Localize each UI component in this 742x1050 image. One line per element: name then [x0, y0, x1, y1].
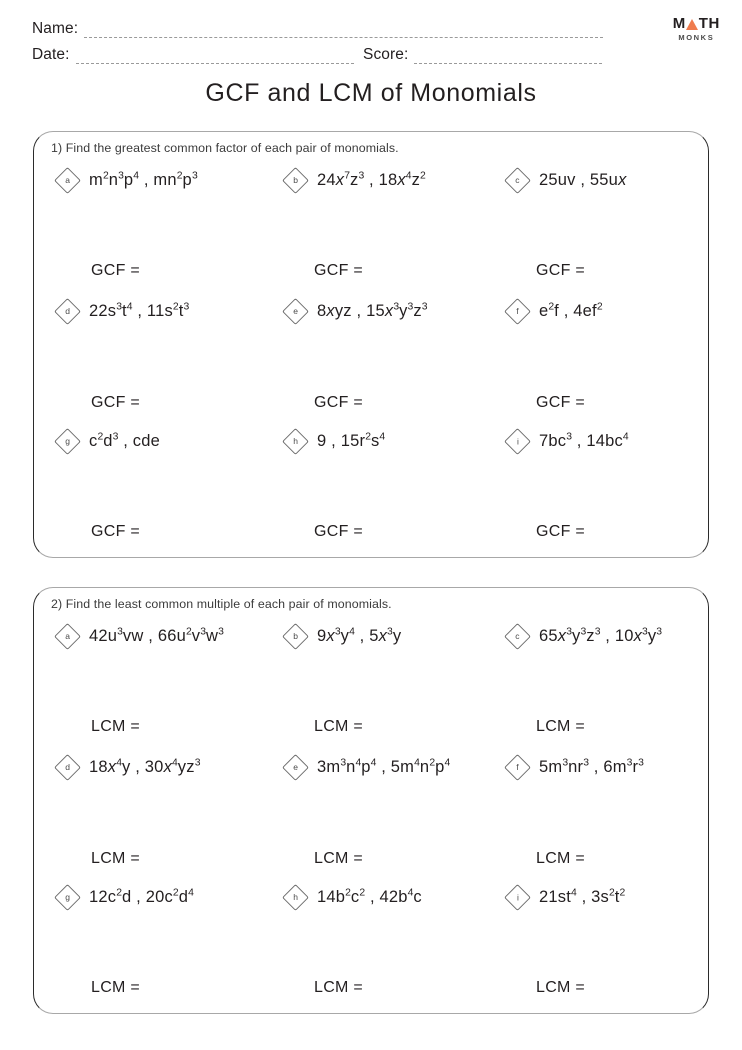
- answer-prompt[interactable]: LCM =: [91, 979, 141, 996]
- monomial-pair-expression: $42u^3vw$ , $66u^2v^3w^3$: [89, 626, 224, 645]
- section-lcm: [33, 587, 709, 1014]
- monomial-pair-expression: $65x^3y^3z^3$ , $10x^3y^3$: [539, 626, 663, 645]
- problem-label-text: a: [65, 175, 70, 186]
- problem-label-badge: [282, 298, 309, 325]
- worksheet-header: [0, 0, 742, 70]
- monomial-pair-expression: $24x^7z^3$ , $18x^4z^2$: [317, 170, 426, 189]
- problem-label-text: f: [516, 762, 519, 773]
- section-2-heading: 2) Find the least common multiple of each pair of monomials.: [51, 597, 392, 611]
- answer-prompt[interactable]: LCM =: [91, 718, 141, 735]
- problem-label-text: i: [516, 892, 519, 903]
- page-title: GCF and LCM of Monomials: [205, 79, 537, 107]
- answer-prompt[interactable]: LCM =: [314, 850, 364, 867]
- problem-label-text: c: [515, 175, 520, 186]
- problem-2g: [58, 888, 194, 907]
- answer-prompt[interactable]: LCM =: [91, 850, 141, 867]
- problem-label-badge: [504, 884, 531, 911]
- monomial-pair-expression: 25uv , 55ux: [539, 171, 627, 189]
- problem-2f: [508, 758, 644, 777]
- problem-label-badge: [54, 754, 81, 781]
- problem-label-text: b: [293, 631, 298, 642]
- monomial-pair-expression: $22s^3t^4$ , $11s^2t^3$: [89, 301, 190, 320]
- problem-1b: [286, 171, 426, 190]
- date-label: Date:: [32, 46, 70, 63]
- problem-label-badge: [282, 428, 309, 455]
- monomial-pair-expression: $18x^4y$ , $30x^4yz^3$: [89, 757, 201, 776]
- monomial-pair-expression: $5m^3nr^3$ , $6m^3r^3$: [539, 757, 644, 776]
- problem-label-badge: [282, 754, 309, 781]
- name-input-line[interactable]: [84, 24, 603, 38]
- answer-prompt[interactable]: GCF =: [314, 523, 364, 540]
- name-field[interactable]: [32, 21, 603, 38]
- problem-label-badge: [504, 298, 531, 325]
- triangle-icon: [686, 19, 698, 30]
- problem-2e: [286, 758, 450, 777]
- problem-2i: [508, 888, 625, 907]
- monomial-pair-expression: $14b^2c^2$ , $42b^4c$: [317, 887, 422, 906]
- problem-2d: [58, 758, 200, 777]
- monomial-pair-expression: $e^2f$ , $4ef^2$: [539, 301, 603, 320]
- problem-label-text: g: [65, 436, 70, 447]
- problem-label-text: d: [65, 306, 70, 317]
- problem-label-badge: [282, 884, 309, 911]
- section-1-heading: 1) Find the greatest common factor of each pair of monomials.: [51, 141, 399, 155]
- problem-label-badge: [54, 884, 81, 911]
- answer-prompt[interactable]: LCM =: [314, 718, 364, 735]
- problem-label-badge: [54, 167, 81, 194]
- answer-prompt[interactable]: GCF =: [91, 523, 141, 540]
- section-gcf: [33, 131, 709, 558]
- answer-prompt[interactable]: LCM =: [314, 979, 364, 996]
- problem-label-text: a: [65, 631, 70, 642]
- monomial-pair-expression: $m^2n^3p^4$ , $mn^2p^3$: [89, 170, 198, 189]
- problem-label-badge: [504, 167, 531, 194]
- date-input-line[interactable]: [76, 50, 354, 64]
- problem-label-text: g: [65, 892, 70, 903]
- monomial-pair-expression: $21st^4$ , $3s^2t^2$: [539, 887, 626, 906]
- score-field[interactable]: [363, 47, 602, 64]
- name-label: Name:: [32, 20, 79, 37]
- answer-prompt[interactable]: LCM =: [536, 979, 586, 996]
- answer-prompt[interactable]: GCF =: [91, 262, 141, 279]
- problem-label-badge: [504, 428, 531, 455]
- problem-label-badge: [54, 298, 81, 325]
- answer-prompt[interactable]: LCM =: [536, 850, 586, 867]
- problem-2b: [286, 627, 401, 646]
- problem-1f: [508, 302, 603, 321]
- problem-label-badge: [54, 623, 81, 650]
- logo-wordmark: [673, 16, 720, 31]
- score-label: Score:: [363, 46, 409, 63]
- problem-label-text: d: [65, 762, 70, 773]
- problem-label-text: e: [293, 306, 298, 317]
- problem-1e: [286, 302, 428, 321]
- problem-label-text: h: [293, 892, 298, 903]
- problem-2h: [286, 888, 422, 907]
- problem-label-text: f: [516, 306, 519, 317]
- problem-label-badge: [54, 428, 81, 455]
- mathmonks-logo: [673, 16, 720, 42]
- problem-label-badge: [282, 623, 309, 650]
- problem-2a: [58, 627, 224, 646]
- answer-prompt[interactable]: GCF =: [536, 523, 586, 540]
- problem-label-text: i: [516, 436, 519, 447]
- answer-prompt[interactable]: GCF =: [314, 262, 364, 279]
- problem-label-text: c: [515, 631, 520, 642]
- problem-1h: [286, 432, 385, 451]
- monomial-pair-expression: $c^2d^3$ , cde: [89, 431, 160, 450]
- problem-1c: [508, 171, 627, 190]
- monomial-pair-expression: $3m^3n^4p^4$ , $5m^4n^2p^4$: [317, 757, 451, 776]
- monomial-pair-expression: $7bc^3$ , $14bc^4$: [539, 431, 629, 450]
- problem-label-badge: [504, 623, 531, 650]
- answer-prompt[interactable]: GCF =: [536, 394, 586, 411]
- monomial-pair-expression: 8xyz , $15x^3y^3z^3$: [317, 301, 428, 320]
- problem-1g: [58, 432, 160, 451]
- problem-1d: [58, 302, 189, 321]
- answer-prompt[interactable]: GCF =: [91, 394, 141, 411]
- problem-label-text: h: [293, 436, 298, 447]
- problem-label-badge: [282, 167, 309, 194]
- problem-2c: [508, 627, 662, 646]
- monomial-pair-expression: 9 , $15r^2s^4$: [317, 431, 386, 450]
- date-field[interactable]: [32, 47, 354, 64]
- monomial-pair-expression: $9x^3y^4$ , $5x^3y$: [317, 626, 402, 645]
- answer-prompt[interactable]: LCM =: [536, 718, 586, 735]
- monomial-pair-expression: $12c^2d$ , $20c^2d^4$: [89, 887, 194, 906]
- answer-prompt[interactable]: GCF =: [536, 262, 586, 279]
- problem-1a: [58, 171, 198, 190]
- problem-label-text: b: [293, 175, 298, 186]
- logo-subtext: MONKS: [678, 33, 715, 42]
- answer-prompt[interactable]: GCF =: [314, 394, 364, 411]
- logo-text-left: M: [672, 15, 686, 32]
- logo-text-right: TH: [698, 15, 720, 32]
- score-input-line[interactable]: [414, 50, 602, 64]
- problem-label-badge: [504, 754, 531, 781]
- problem-label-text: e: [293, 762, 298, 773]
- problem-1i: [508, 432, 629, 451]
